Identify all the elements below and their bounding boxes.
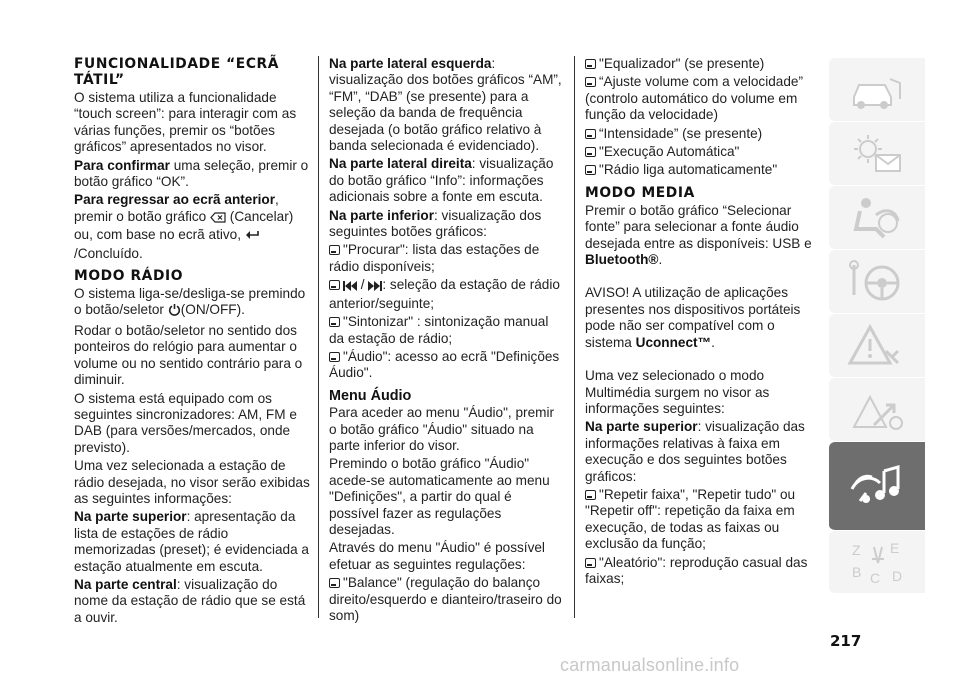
- page-number: 217: [830, 632, 862, 650]
- paragraph-radio-4: Uma vez selecionada a estação de rádio desejada, no visor serão exibidas as seguintes informações:: [74, 458, 310, 506]
- bullet-icon: [585, 59, 596, 69]
- spacer: [585, 353, 821, 368]
- label-confirm: Para confirmar: [74, 157, 170, 173]
- bullet-radio-auto-text: "Rádio liga automaticamente": [599, 162, 778, 178]
- bullet-speed-volume: [585, 74, 821, 123]
- text-radio-1a: O sistema liga-se/desliga-se premindo o botão/seletor: [74, 286, 306, 318]
- paragraph-radio-2: Rodar o botão/seletor no sentido dos ponteiros do relógio para aumentar o volume ou no sentido contrário para o diminuir.: [74, 322, 303, 388]
- text-back-1: , premir o botão gráfico: [74, 192, 279, 224]
- heading-audio-menu: Menu Áudio: [329, 387, 412, 404]
- bullet-icon: [585, 558, 596, 568]
- bullet-icon: [585, 129, 596, 139]
- tab-multimedia[interactable]: [829, 442, 925, 531]
- bullet-audio: [329, 349, 565, 382]
- paragraph-warning: [585, 285, 821, 351]
- next-track-icon: [368, 279, 382, 295]
- bullet-repeat-text: "Repetir faixa", "Repetir tudo" ou "Repetir off": repetição da faixa em execução, de todas as faixas ou exclusão da função;: [585, 486, 796, 552]
- heading-radio-mode: MODO RÁDIO: [74, 268, 184, 285]
- label-uconnect: Uconnect™: [635, 334, 712, 350]
- paragraph-touch: O sistema utiliza a funcionalidade “touch screen”: para interagir com as várias funções, premir os “botões gráficos” apresentados no visor.: [74, 90, 297, 155]
- warning-triangle-icon: [846, 321, 908, 371]
- bullet-tune-text: "Sintonizar" : sintonização manual da estação de rádio;: [329, 314, 549, 346]
- paragraph-left: [329, 56, 565, 154]
- column-1: [74, 56, 310, 628]
- tab-driving[interactable]: [829, 250, 925, 314]
- bullet-radio-auto: [585, 162, 821, 178]
- paragraph-audio-3: Através do menu "Áudio" é possível efetuar as seguintes regulações:: [329, 540, 545, 572]
- paragraph-radio-3: O sistema está equipado com os seguintes sincronizadores: AM, FM e DAB (para versões/mercados, onde previsto).: [74, 390, 297, 455]
- label-left: Na parte lateral esquerda: [329, 56, 492, 71]
- paragraph-confirm: [74, 158, 310, 191]
- bullet-icon: [329, 578, 340, 588]
- text-left: : visualização dos botões gráficos “AM”, “FM”, “DAB” (se presente) para a seleção da banda de frequência desejada (o botão gráfico relativo à banda selecionada é evidenciado).: [329, 56, 562, 154]
- airbag-seat-icon: [846, 193, 908, 243]
- bullet-seek-sep: /: [360, 277, 369, 293]
- text-warning: AVISO! A utilização de aplicações presentes nos dispositivos portáteis pode não ser compatível com o sistema: [585, 285, 801, 350]
- bullet-search-text: "Procurar": lista das estações de rádio disponíveis;: [329, 242, 540, 274]
- bullet-audio-text: "Áudio": acesso ao ecrã "Definições Áudio".: [329, 348, 560, 381]
- heading-touch-screen: FUNCIONALIDADE “ECRÃ TÁTIL”: [74, 56, 280, 88]
- car-icon: [846, 65, 908, 115]
- svg-text:Z: Z: [852, 542, 861, 558]
- text-top: : apresentação da lista de estações de rádio memorizadas (preset); é evidenciada a estação atualmente em escuta.: [74, 509, 309, 574]
- power-icon: [168, 303, 181, 320]
- text-bottom: : visualização dos seguintes botões gráficos:: [329, 207, 542, 240]
- paragraph-center: [74, 577, 310, 626]
- bullet-icon: [585, 490, 596, 500]
- bullet-speed-volume-text: “Ajuste volume com a velocidade” (controlo automático do volume em função da velocidade): [585, 74, 803, 123]
- bullet-icon: [585, 147, 596, 157]
- label-right: Na parte lateral direita: [329, 156, 472, 172]
- svg-text:C: C: [870, 570, 881, 586]
- label-media-top: Na parte superior: [585, 419, 698, 435]
- column-3: [585, 56, 821, 589]
- text-back-2: (Cancelar) ou, com base no ecrã ativo,: [74, 208, 294, 243]
- text-confirm: uma seleção, premir o botão gráfico “OK”.: [74, 157, 309, 190]
- bullet-tune: [329, 314, 565, 347]
- bullet-autoplay-text: "Execução Automática": [599, 144, 740, 160]
- text-back-3: /Concluído.: [74, 245, 143, 261]
- bullet-icon: [329, 317, 340, 327]
- back-arrow-icon: [245, 229, 259, 245]
- bullet-search: [329, 242, 565, 275]
- bullet-equalizer: [585, 56, 821, 72]
- bullet-shuffle: [585, 555, 821, 588]
- paragraph-audio-2: Premindo o botão gráfico "Áudio" acede-se automaticamente ao menu "Definições", a partir do qual é possível fazer as regulações desejadas.: [329, 456, 550, 537]
- text-media-top: : visualização das informações relativas à faixa em execução e dos seguintes botões gráficos:: [585, 419, 805, 484]
- paragraph-back: [74, 192, 310, 262]
- text-right: : visualização do botão gráfico “Info”: informações adicionais sobre a fonte em escuta.: [329, 156, 554, 205]
- tab-maintenance[interactable]: [829, 378, 925, 442]
- paragraph-right: [329, 156, 565, 205]
- bullet-icon: [329, 245, 340, 255]
- bullet-intensity-text: “Intensidade” (se presente): [599, 125, 763, 141]
- bullet-shuffle-text: "Aleatório": reprodução casual das faixas;: [585, 554, 808, 586]
- column-divider-1: [318, 56, 319, 618]
- column-2: [329, 56, 565, 626]
- text-center: : visualização do nome da estação de rádio que se está a ouvir.: [74, 576, 306, 625]
- text-media-1: Premir o botão gráfico “Selecionar fonte” para selecionar a fonte áudio desejada entre as disponíveis: USB e: [585, 202, 812, 251]
- paragraph-audio-1: Para aceder ao menu "Áudio", premir o botão gráfico "Áudio" situado na parte inferior do visor.: [329, 405, 555, 453]
- paragraph-top: [74, 509, 310, 575]
- chapter-sidebar: [829, 58, 925, 594]
- label-center: Na parte central: [74, 576, 177, 592]
- paragraph-media-top: [585, 419, 821, 485]
- bullet-intensity: [585, 126, 821, 142]
- watermark: carmanualsonline.info: [560, 655, 740, 675]
- svg-text:B: B: [852, 564, 862, 580]
- label-bottom: Na parte inferior: [329, 207, 434, 223]
- label-back: Para regressar ao ecrã anterior: [74, 192, 276, 208]
- tab-car[interactable]: [829, 58, 925, 122]
- tab-index[interactable]: [829, 531, 925, 594]
- bullet-repeat: [585, 487, 821, 553]
- bullet-seek: [329, 277, 565, 312]
- svg-text:D: D: [892, 568, 903, 584]
- paragraph-bottom: [329, 208, 565, 241]
- multimedia-icon: [846, 461, 908, 511]
- bullet-equalizer-text: "Equalizador" (se presente): [599, 56, 765, 71]
- label-top: Na parte superior: [74, 509, 187, 525]
- bullet-autoplay: [585, 144, 821, 160]
- bullet-balance: [329, 575, 565, 624]
- text-radio-1b: (ON/OFF).: [180, 302, 245, 318]
- steering-wrench-icon: [846, 257, 908, 307]
- spacer: [585, 270, 821, 285]
- index-letters-icon: [846, 537, 908, 587]
- tab-warning-lights[interactable]: [829, 122, 925, 186]
- previous-track-icon: [343, 279, 357, 295]
- tab-safety[interactable]: [829, 186, 925, 250]
- bullet-icon: [585, 165, 596, 175]
- label-bluetooth: Bluetooth®: [585, 252, 659, 268]
- tab-emergency[interactable]: [829, 314, 925, 378]
- svg-text:E: E: [890, 540, 900, 556]
- bullet-icon: [585, 77, 596, 87]
- paragraph-media-1: [585, 203, 821, 269]
- heading-media-mode: MODO MEDIA: [585, 184, 695, 201]
- column-divider-2: [574, 56, 575, 618]
- maintenance-icon: [846, 385, 908, 435]
- bullet-icon: [329, 280, 340, 290]
- text-media-1-end: .: [658, 252, 663, 268]
- cancel-icon: [210, 211, 226, 227]
- bullet-seek-text: : seleção da estação de rádio anterior/seguinte;: [329, 277, 560, 311]
- bullet-icon: [329, 352, 340, 362]
- paragraph-media-2: Uma vez selecionado o modo Multimédia surgem no visor as informações seguintes:: [585, 368, 770, 416]
- paragraph-radio-1: [74, 286, 310, 321]
- text-warning-end: .: [711, 334, 715, 350]
- warning-lights-icon: [846, 129, 908, 179]
- bullet-balance-text: "Balance" (regulação do balanço direito/esquerdo e dianteiro/traseiro do som): [329, 575, 562, 623]
